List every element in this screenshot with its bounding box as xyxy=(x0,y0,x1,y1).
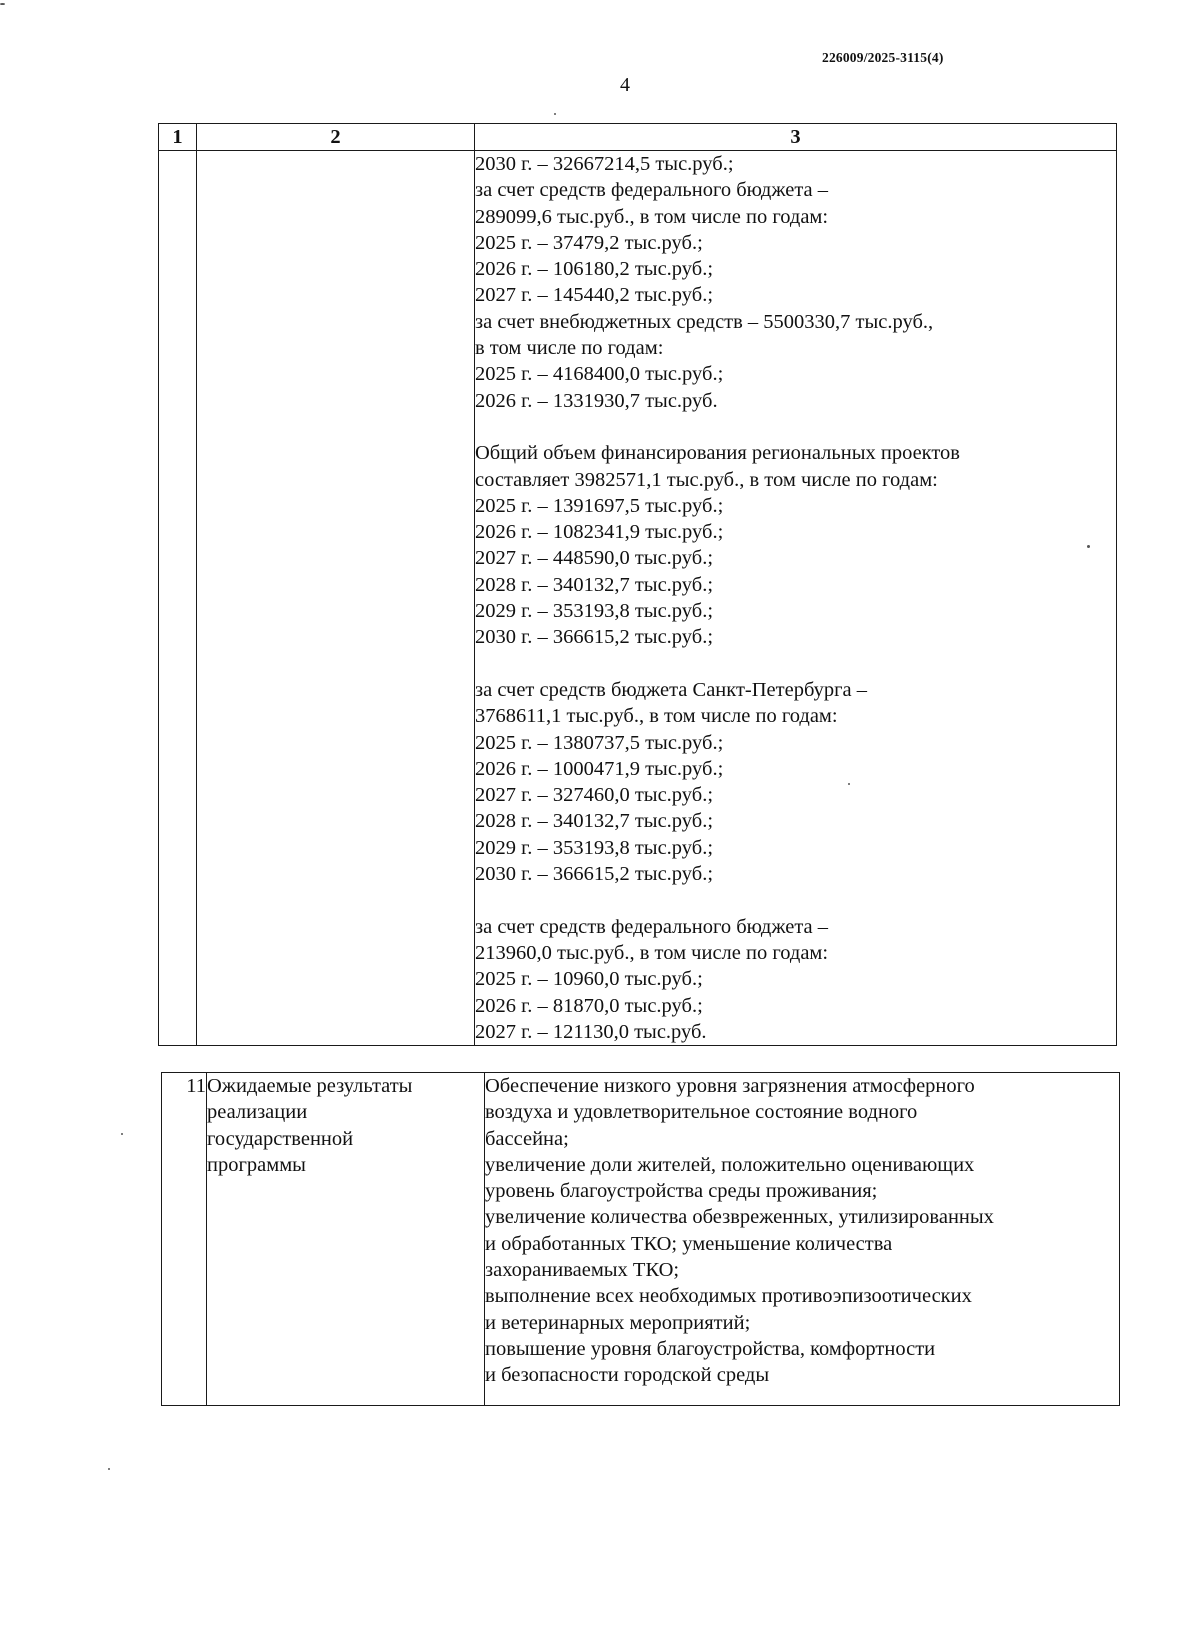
text-line: 2029 г. – 353193,8 тыс.руб.; xyxy=(475,600,714,623)
table-row xyxy=(162,1073,1120,1406)
program-passport-table xyxy=(158,123,1117,1046)
text-line: программы xyxy=(207,1153,306,1176)
text-line: 2030 г. – 32667214,5 тыс.руб.; xyxy=(475,153,734,175)
text-line: увеличение количества обезвреженных, утилизированных xyxy=(485,1206,994,1229)
text-line: и обработанных ТКО; уменьшение количества xyxy=(485,1232,893,1255)
text-line: за счет средств федерального бюджета – xyxy=(475,915,829,938)
text-line: 2025 г. – 10960,0 тыс.руб.; xyxy=(475,968,703,991)
expected-results-text xyxy=(485,1073,1119,1389)
blank-line xyxy=(475,651,1116,677)
text-line: Общий объем финансирования региональных проектов xyxy=(475,442,960,465)
row-name-text xyxy=(207,1073,484,1178)
table-header-row xyxy=(159,124,1117,151)
text-line: 213960,0 тыс.руб., в том числе по годам: xyxy=(475,941,829,964)
text-line: за счет внебюджетных средств – 5500330,7 тыс.руб., xyxy=(475,310,934,333)
blank-line xyxy=(475,414,1116,440)
row-name-cell xyxy=(197,151,475,1046)
text-line: 2025 г. – 4168400,0 тыс.руб.; xyxy=(475,363,724,386)
text-line: за счет средств бюджета Санкт-Петербурга – xyxy=(475,678,867,701)
text-line: 2030 г. – 366615,2 тыс.руб.; xyxy=(475,626,714,649)
text-line: 2027 г. – 145440,2 тыс.руб.; xyxy=(475,284,714,307)
text-line: и безопасности городской среды xyxy=(485,1364,770,1387)
text-line: повышение уровня благоустройства, комфортности xyxy=(485,1337,936,1360)
scan-speck xyxy=(848,783,850,785)
text-line: составляет 3982571,1 тыс.руб., в том числе по годам: xyxy=(475,468,938,491)
text-line: уровень благоустройства среды проживания; xyxy=(485,1180,878,1203)
scan-speck xyxy=(554,113,556,115)
blank-line xyxy=(475,887,1116,913)
text-line: 2030 г. – 366615,2 тыс.руб.; xyxy=(475,863,714,886)
text-line: 2026 г. – 81870,0 тыс.руб.; xyxy=(475,994,703,1017)
program-passport-table-row-11 xyxy=(161,1072,1120,1406)
text-line: 3768611,1 тыс.руб., в том числе по годам: xyxy=(475,705,838,728)
column-header-1: 1 xyxy=(159,124,197,151)
text-line: 2026 г. – 1000471,9 тыс.руб.; xyxy=(475,757,724,780)
text-line: в том числе по годам: xyxy=(475,337,664,360)
scan-speck xyxy=(0,3,5,5)
row-content-cell xyxy=(475,151,1117,1046)
text-line: бассейна; xyxy=(485,1127,569,1150)
text-line: воздуха и удовлетворительное состояние водного xyxy=(485,1101,918,1124)
scan-speck xyxy=(108,1468,110,1470)
text-line: выполнение всех необходимых противоэпизоотических xyxy=(485,1285,972,1308)
row-number-cell: 11 xyxy=(162,1073,207,1406)
text-line: 2027 г. – 327460,0 тыс.руб.; xyxy=(475,784,714,807)
text-line: и ветеринарных мероприятий; xyxy=(485,1311,751,1334)
financing-text xyxy=(475,151,1116,1045)
text-line: 2025 г. – 1380737,5 тыс.руб.; xyxy=(475,731,724,754)
text-line: 2027 г. – 121130,0 тыс.руб. xyxy=(475,1020,707,1043)
text-line: за счет средств федерального бюджета – xyxy=(475,179,829,202)
text-line: 2028 г. – 340132,7 тыс.руб.; xyxy=(475,573,714,596)
text-line: Ожидаемые результаты xyxy=(207,1075,413,1097)
text-line: 2029 г. – 353193,8 тыс.руб.; xyxy=(475,836,714,859)
text-line: государственной xyxy=(207,1127,354,1150)
text-line: Обеспечение низкого уровня загрязнения атмосферного xyxy=(485,1075,975,1097)
row-number-cell xyxy=(159,151,197,1046)
document-number: 226009/2025-3115(4) xyxy=(822,50,944,65)
row-name-cell xyxy=(207,1073,485,1406)
text-line: 2026 г. – 106180,2 тыс.руб.; xyxy=(475,258,714,281)
text-line: 2025 г. – 37479,2 тыс.руб.; xyxy=(475,231,703,254)
table-row-continuation xyxy=(159,151,1117,1046)
text-line: 2027 г. – 448590,0 тыс.руб.; xyxy=(475,547,714,570)
text-line: 2028 г. – 340132,7 тыс.руб.; xyxy=(475,810,714,833)
text-line: увеличение доли жителей, положительно оценивающих xyxy=(485,1153,975,1176)
column-header-3: 3 xyxy=(475,124,1117,151)
text-line: 2026 г. – 1331930,7 тыс.руб. xyxy=(475,389,718,412)
text-line: захораниваемых ТКО; xyxy=(485,1259,680,1282)
row-content-cell xyxy=(485,1073,1120,1406)
text-line: 289099,6 тыс.руб., в том числе по годам: xyxy=(475,205,829,228)
column-header-2: 2 xyxy=(197,124,475,151)
scan-speck xyxy=(1087,545,1090,548)
text-line: 2026 г. – 1082341,9 тыс.руб.; xyxy=(475,521,724,544)
scan-speck xyxy=(121,1133,123,1135)
text-line: реализации xyxy=(207,1101,308,1124)
text-line: 2025 г. – 1391697,5 тыс.руб.; xyxy=(475,494,724,517)
page-number: 4 xyxy=(620,74,630,96)
